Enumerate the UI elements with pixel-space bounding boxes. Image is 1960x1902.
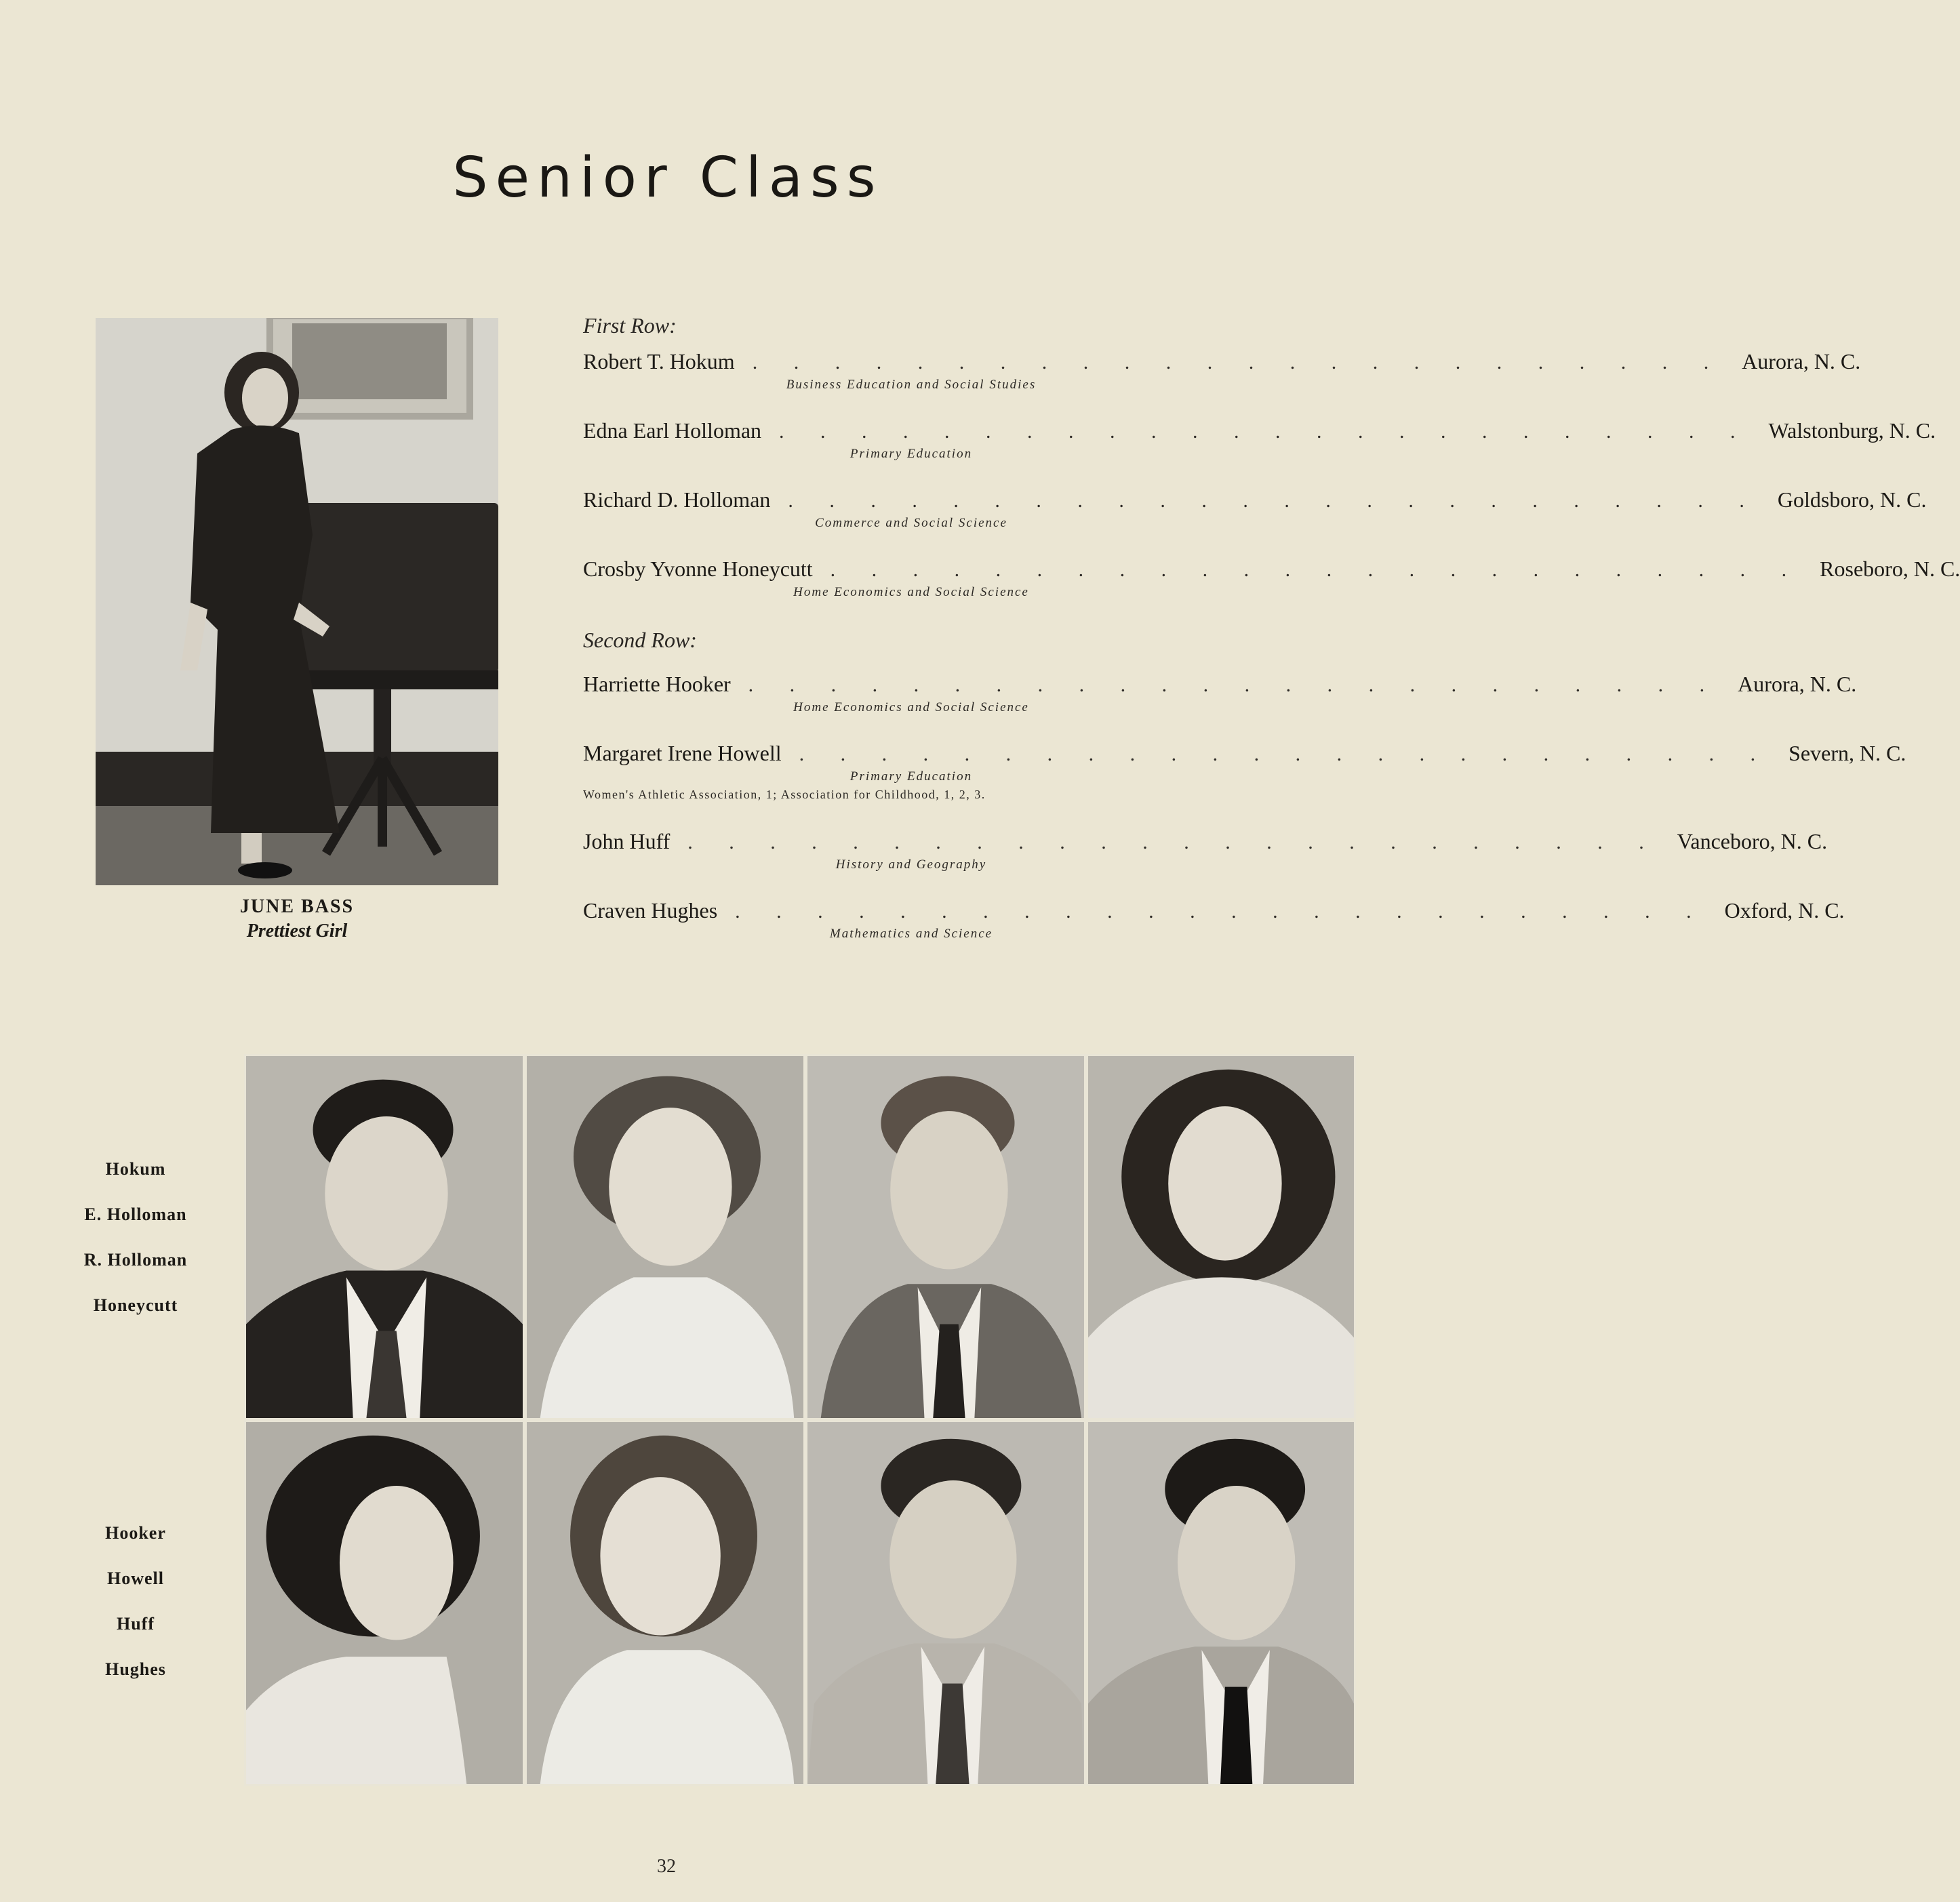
portrait-photo [244, 1054, 525, 1420]
entry-name: John Huff [583, 829, 671, 853]
entry-town: Roseboro, N. C. [1820, 557, 1960, 581]
photo-label: R. Holloman [83, 1250, 188, 1270]
entry-town: Walstonburg, N. C. [1768, 418, 1936, 443]
entry-major: Primary Education [849, 447, 973, 461]
entry-name: Craven Hughes [583, 898, 718, 923]
featured-photo [96, 318, 498, 885]
portrait-photo [244, 1420, 525, 1786]
entry-major: Primary Education [849, 769, 973, 784]
featured-name: JUNE BASS [239, 896, 355, 917]
first-row-heading: First Row: [583, 313, 677, 338]
portrait-photo [805, 1420, 1086, 1786]
dot-leader: . . . . . . . . . . . . . . . . . . . . . . . . [748, 674, 1721, 696]
portrait-photo [1086, 1054, 1356, 1420]
photo-label: Honeycutt [93, 1295, 178, 1315]
dot-leader: . . . . . . . . . . . . . . . . . . . . . . . . [788, 489, 1760, 512]
entry-major: Mathematics and Science [829, 927, 993, 941]
dot-leader: . . . . . . . . . . . . . . . . . . . . . . . . [735, 900, 1707, 923]
photo-label: E. Holloman [84, 1205, 187, 1224]
dot-leader: . . . . . . . . . . . . . . . . . . . . . . . . [830, 559, 1803, 581]
entry-major: Commerce and Social Science [815, 516, 1007, 530]
roster-entry [583, 417, 1936, 486]
dot-leader: . . . . . . . . . . . . . . . . . . . . . . . . [752, 351, 1725, 373]
entry-major: History and Geography [835, 857, 987, 872]
entry-town: Vanceboro, N. C. [1677, 829, 1828, 853]
roster-entry [583, 828, 1828, 897]
top-row-labels [41, 1156, 231, 1337]
roster-entry [583, 486, 1927, 555]
photo-label: Hokum [105, 1159, 166, 1179]
portrait-photo [525, 1054, 805, 1420]
page-number: 32 [657, 1856, 676, 1877]
entry-town: Aurora, N. C. [1738, 672, 1857, 696]
second-row-heading: Second Row: [583, 628, 697, 652]
featured-title: Prettiest Girl [246, 920, 348, 942]
entry-name: Richard D. Holloman [583, 487, 771, 512]
photo-label: Hooker [105, 1523, 166, 1543]
portrait-photo [1086, 1420, 1356, 1786]
photo-label: Howell [107, 1569, 164, 1588]
roster-entry [583, 670, 1857, 740]
entry-name: Harriette Hooker [583, 672, 731, 696]
entry-name: Edna Earl Holloman [583, 418, 762, 443]
roster-entry [583, 897, 1845, 966]
roster [583, 308, 1960, 966]
entry-name: Margaret Irene Howell [583, 741, 782, 765]
bottom-row-labels [41, 1520, 231, 1701]
portrait-photo [525, 1420, 805, 1786]
photo-label: Hughes [105, 1659, 166, 1679]
entry-name: Crosby Yvonne Honeycutt [583, 557, 813, 581]
entry-town: Severn, N. C. [1788, 741, 1906, 765]
entry-town: Goldsboro, N. C. [1777, 487, 1927, 512]
entry-major: Business Education and Social Studies [786, 378, 1037, 392]
portrait-photo [805, 1054, 1086, 1420]
dot-leader: . . . . . . . . . . . . . . . . . . . . . . . . [799, 743, 1772, 765]
page-title: Senior Class [452, 146, 883, 210]
entry-activities: Women's Athletic Association, 1; Association for Childhood, 1, 2, 3. [583, 788, 986, 801]
entry-town: Oxford, N. C. [1724, 898, 1845, 923]
entry-name: Robert T. Hokum [583, 349, 735, 373]
dot-leader: . . . . . . . . . . . . . . . . . . . . . . . . [687, 831, 1660, 853]
entry-town: Aurora, N. C. [1742, 349, 1861, 373]
photo-label: Huff [117, 1614, 155, 1634]
portrait-grid [244, 1054, 1356, 1786]
roster-entry [583, 348, 1861, 417]
entry-major: Home Economics and Social Science [793, 700, 1029, 714]
entry-major: Home Economics and Social Science [793, 585, 1029, 599]
dot-leader: . . . . . . . . . . . . . . . . . . . . . . . . [779, 420, 1751, 443]
roster-entry [583, 555, 1960, 620]
roster-entry [583, 740, 1906, 828]
